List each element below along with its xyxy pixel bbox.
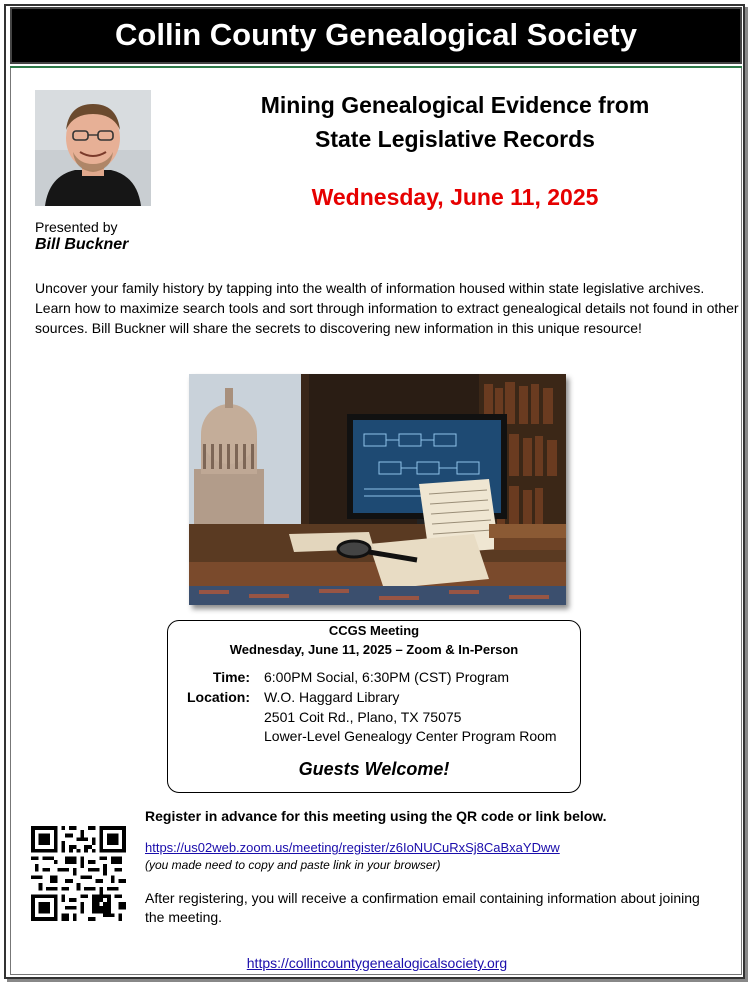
location-line3: Lower-Level Genealogy Center Program Room	[264, 728, 557, 744]
meeting-details-box	[167, 620, 581, 793]
registration-confirmation-text: After registering, you will receive a confirmation email containing information about joining the meeting.	[145, 890, 700, 925]
meeting-title: CCGS Meeting	[328, 623, 420, 638]
talk-title-line1: Mining Genealogical Evidence from	[260, 92, 650, 118]
location-line2: 2501 Coit Rd., Plano, TX 75075	[264, 709, 462, 725]
hero-illustration	[189, 374, 566, 605]
location-line1: W.O. Haggard Library	[264, 689, 400, 705]
registration-heading: Register in advance for this meeting using the QR code or link below.	[145, 808, 607, 824]
location-label: Location:	[187, 689, 250, 705]
guests-welcome: Guests Welcome!	[298, 759, 450, 779]
meeting-subtitle: Wednesday, June 11, 2025 – Zoom & In-Person	[229, 642, 519, 657]
society-website-link[interactable]: https://collincountygenealogicalsociety.org	[246, 955, 508, 971]
registration-link[interactable]: https://us02web.zoom.us/meeting/register/z6IoNUCuRxSj8CaBxaYDww	[145, 840, 560, 855]
registration-qr-code[interactable]	[31, 826, 126, 921]
talk-description: Uncover your family history by tapping into the wealth of information housed within state legislative archives. Learn how to maximize search tools and sort through information to extract genealogical details not found in other sources. Bill Buckner will share the secrets to discovering new information in this unique resource!	[35, 280, 739, 336]
presented-by-label: Presented by	[35, 219, 118, 235]
time-label: Time:	[212, 669, 250, 685]
talk-title	[195, 88, 715, 156]
presenter-name: Bill Buckner	[35, 236, 129, 253]
time-value: 6:00PM Social, 6:30PM (CST) Program	[264, 669, 510, 685]
page-title: Collin County Genealogical Society	[10, 7, 742, 64]
presenter-photo	[35, 90, 151, 206]
banner-divider	[10, 66, 742, 68]
talk-title-line2: State Legislative Records	[315, 126, 595, 152]
registration-note: (you made need to copy and paste link in your browser)	[145, 858, 441, 872]
talk-date: Wednesday, June 11, 2025	[311, 184, 599, 210]
